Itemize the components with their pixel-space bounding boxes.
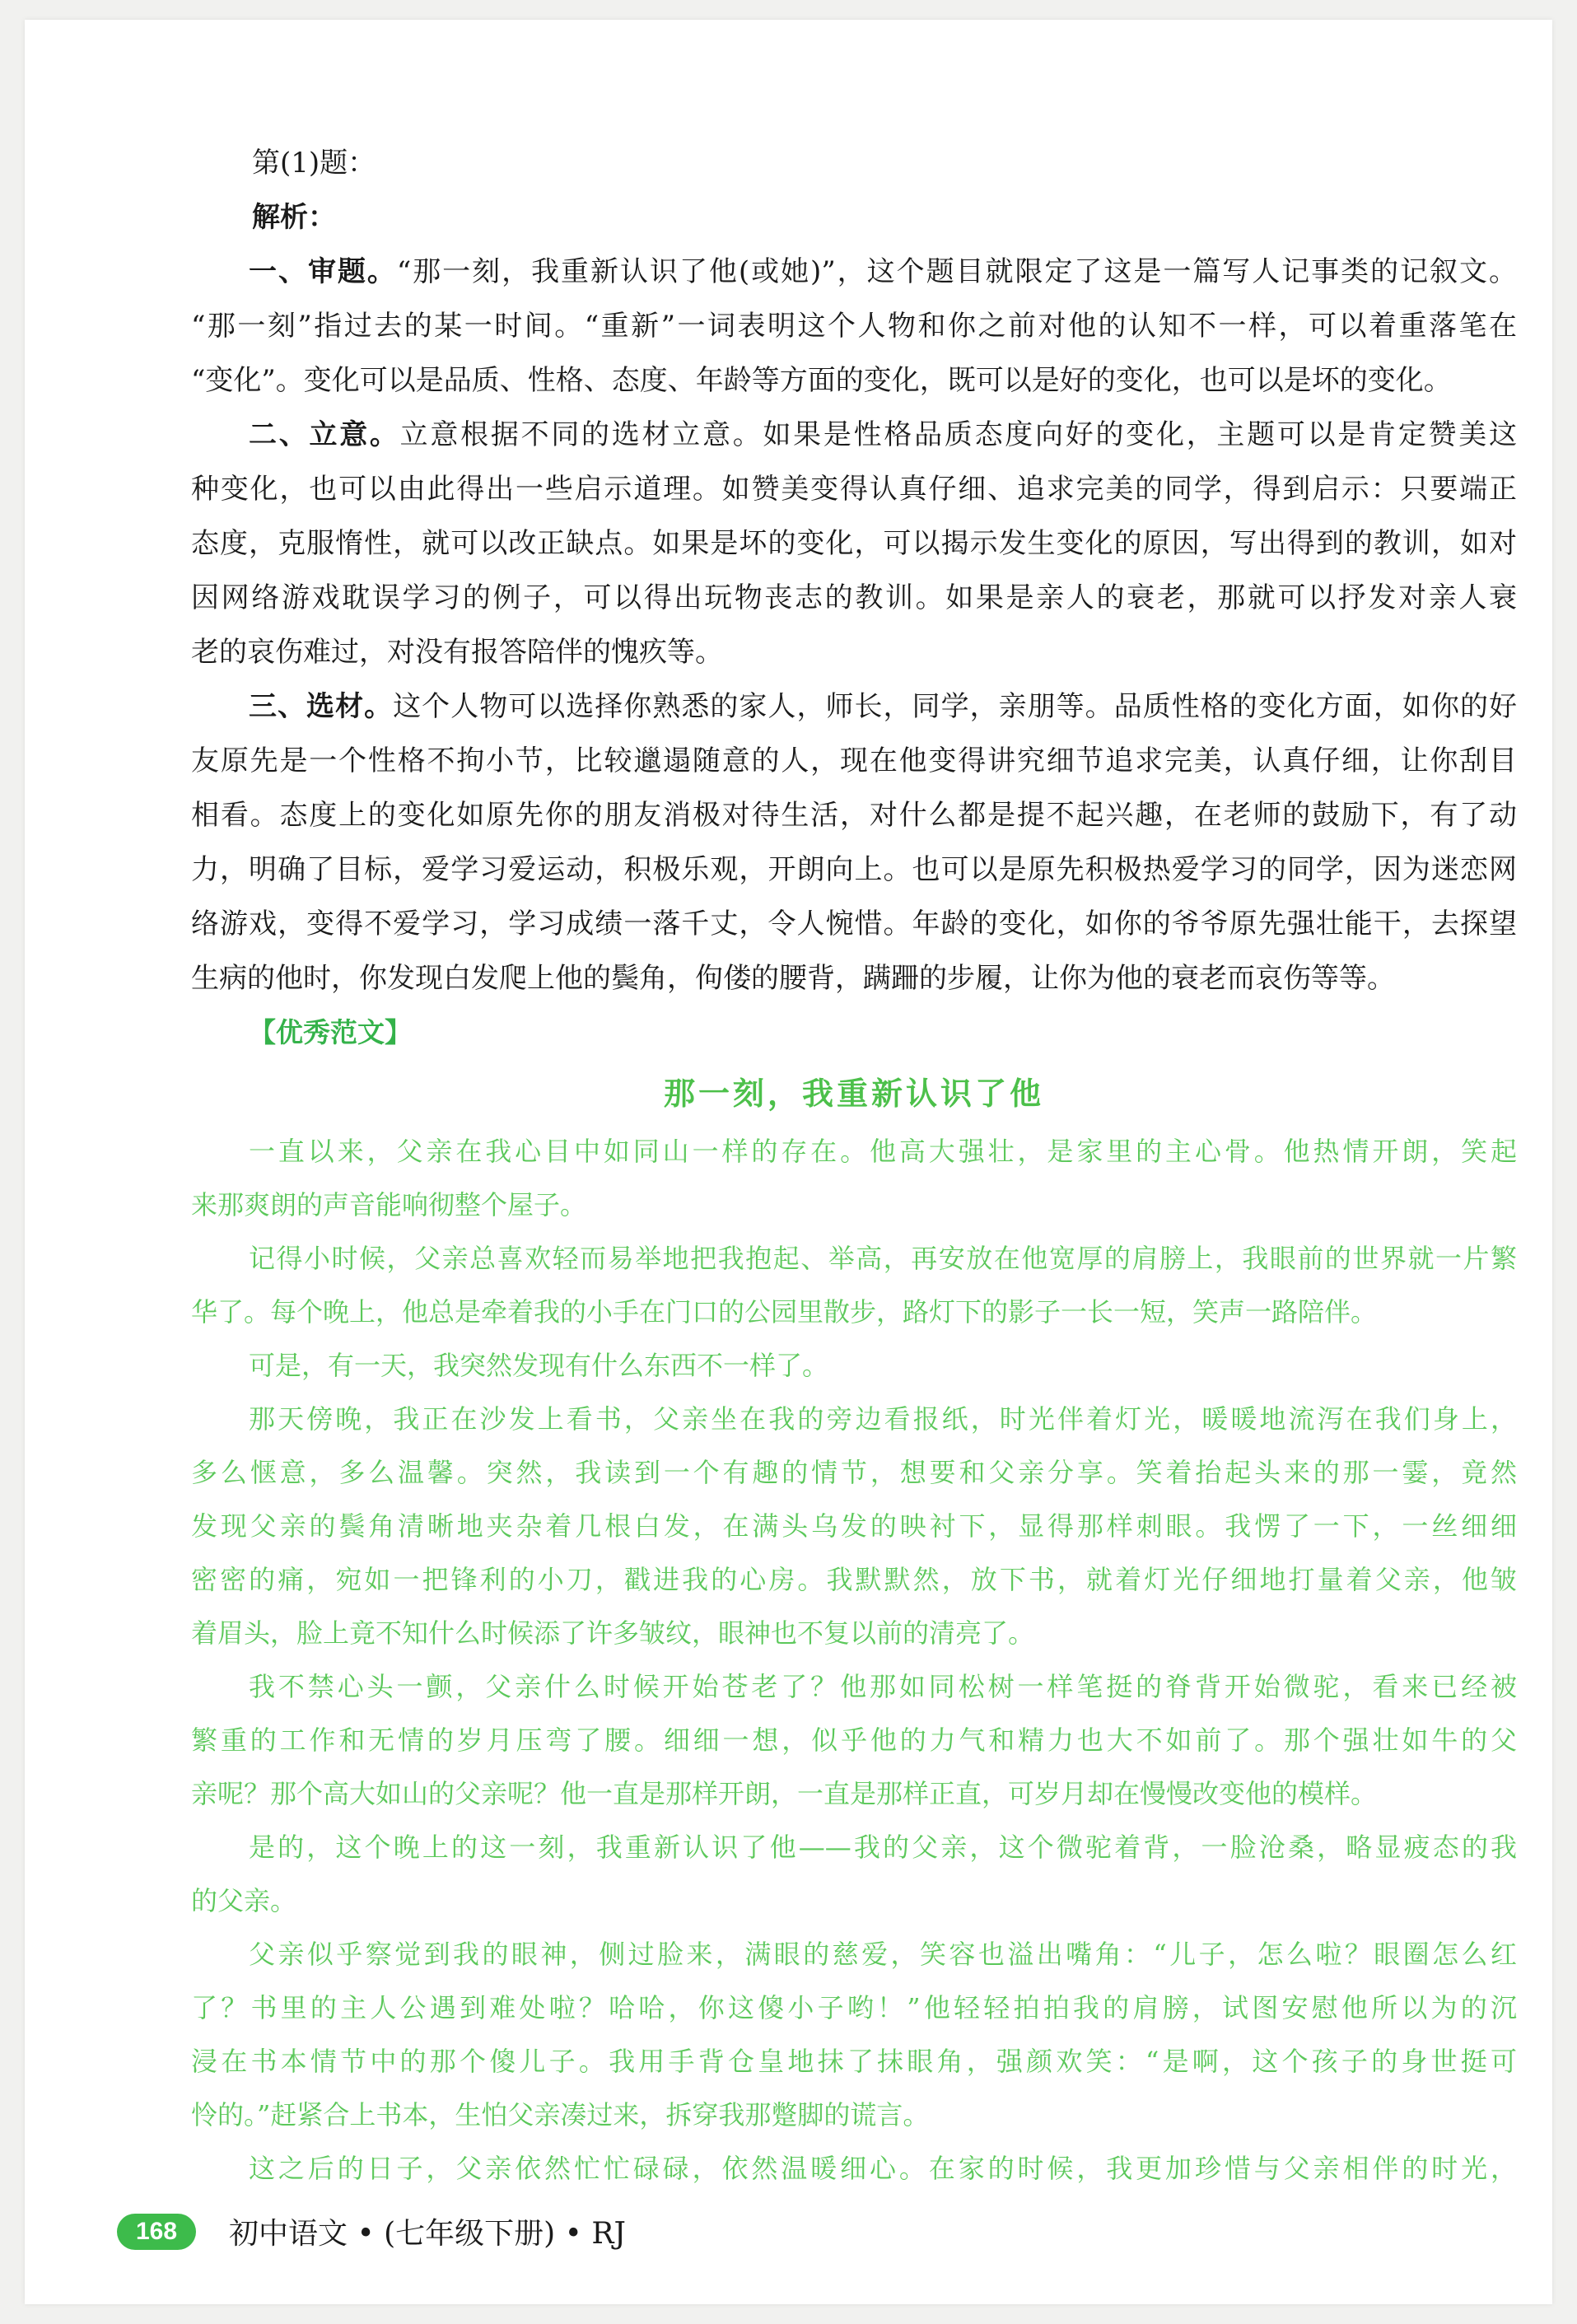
essay-line: 我不禁心头一颤，父亲什么时候开始苍老了？他那如同松树一样笔挺的脊背开始微驼，看来已经被: [249, 1671, 1517, 1702]
section-3-line-1: 三、选材。这个人物可以选择你熟悉的家人，师长，同学，亲朋等。品质性格的变化方面，如你的好: [249, 690, 1518, 723]
section-2-lead: 二、立意。: [249, 418, 400, 451]
question-label: 第(1)题：: [252, 147, 376, 180]
page-footer: [117, 2210, 626, 2252]
essay-line: 亲呢？那个高大如山的父亲呢？他一直是那样开朗，一直是那样正直，可岁月却在慢慢改变他的模样。: [191, 1778, 1378, 1809]
essay-line: 记得小时候，父亲总喜欢轻而易举地把我抱起、举高，再安放在他宽厚的肩膀上，我眼前的世界就一片繁: [249, 1243, 1517, 1274]
section-3-line-4: 力，明确了目标，爱学习爱运动，积极乐观，开朗向上。也可以是原先积极热爱学习的同学，因为迷恋网: [191, 853, 1517, 886]
essay-line: 的父亲。: [191, 1885, 297, 1916]
section-3-line-2: 友原先是一个性格不拘小节，比较邋遢随意的人，现在他变得讲究细节追求完美，认真仔细，让你刮目: [191, 744, 1517, 777]
essay-line: 是的，这个晚上的这一刻，我重新认识了他——我的父亲，这个微驼着背，一脸沧桑，略显疲态的我: [249, 1832, 1517, 1863]
section-2-line-4: 因网络游戏耽误学习的例子，可以得出玩物丧志的教训。如果是亲人的衰老，那就可以抒发对亲人衰: [191, 581, 1517, 614]
essay-line: 了？书里的主人公遇到难处啦？哈哈，你这傻小子哟！”他轻轻拍拍我的肩膀，试图安慰他所以为的沉: [191, 1992, 1517, 2023]
essay-line: 浸在书本情节中的那个傻儿子。我用手背仓皇地抹了抹眼角，强颜欢笑：“是啊，这个孩子的身世挺可: [191, 2046, 1517, 2077]
section-1-line-1: 一、审题。“那一刻，我重新认识了他(或她)”，这个题目就限定了这是一篇写人记事类的记叙文。: [249, 255, 1518, 288]
essay-line: 发现父亲的鬓角清晰地夹杂着几根白发，在满头乌发的映衬下，显得那样刺眼。我愣了一下，一丝细细: [191, 1510, 1517, 1542]
section-3-line-5: 络游戏，变得不爱学习，学习成绩一落千丈，令人惋惜。年龄的变化，如你的爷爷原先强壮能干，去探望: [191, 908, 1517, 940]
section-3-line-6: 生病的他时，你发现白发爬上他的鬓角，佝偻的腰背，蹒跚的步履，让你为他的衰老而哀伤等等。: [191, 962, 1395, 995]
essay-line: 父亲似乎察觉到我的眼神，侧过脸来，满眼的慈爱，笑容也溢出嘴角：“儿子，怎么啦？眼圈怎么红: [249, 1939, 1517, 1970]
essay-line: 华了。每个晚上，他总是牵着我的小手在门口的公园里散步，路灯下的影子一长一短，笑声一路陪伴。: [191, 1296, 1378, 1328]
section-1-line-3: “变化”。变化可以是品质、性格、态度、年龄等方面的变化，既可以是好的变化，也可以是坏的变化。: [191, 364, 1452, 397]
section-2-line-1: 二、立意。立意根据不同的选材立意。如果是性格品质态度向好的变化，主题可以是肯定赞美这: [249, 418, 1518, 451]
essay-line: 这之后的日子，父亲依然忙忙碌碌，依然温暖细心。在家的时候，我更加珍惜与父亲相伴的时光，: [249, 2153, 1517, 2184]
essay-line: 那天傍晚，我正在沙发上看书，父亲坐在我的旁边看报纸，时光伴着灯光，暖暖地流泻在我们身上，: [249, 1403, 1517, 1435]
page-number: 168: [117, 2214, 196, 2250]
essay-line: 繁重的工作和无情的岁月压弯了腰。细细一想，似乎他的力气和精力也大不如前了。那个强壮如牛的父: [191, 1724, 1517, 1756]
analysis-label: 解析：: [252, 201, 336, 234]
essay-line: 来那爽朗的声音能响彻整个屋子。: [191, 1189, 587, 1220]
essay-line: 多么惬意，多么温馨。突然，我读到一个有趣的情节，想要和父亲分享。笑着抬起头来的那一霎，竟然: [191, 1457, 1517, 1488]
section-2-line-3: 态度，克服惰性，就可以改正缺点。如果是坏的变化，可以揭示发生变化的原因，写出得到的教训，如对: [191, 527, 1517, 560]
essay-title: 那一刻，我重新认识了他: [663, 1075, 1044, 1112]
section-1-line-2: “那一刻”指过去的某一时间。“重新”一词表明这个人物和你之前对他的认知不一样，可以着重落笔在: [191, 310, 1517, 343]
document-page: [25, 20, 1552, 2304]
essay-line: 怜的。”赶紧合上书本，生怕父亲凑过来，拆穿我那蹩脚的谎言。: [191, 2099, 930, 2130]
essay-line: 着眉头，脸上竟不知什么时候添了许多皱纹，眼神也不复以前的清亮了。: [191, 1617, 1035, 1649]
section-2-line-2: 种变化，也可以由此得出一些启示道理。如赞美变得认真仔细、追求完美的同学，得到启示：只要端正: [191, 473, 1517, 506]
section-3-line-3: 相看。态度上的变化如原先你的朋友消极对待生活，对什么都是提不起兴趣，在老师的鼓励下，有了动: [191, 799, 1517, 832]
section-3-lead: 三、选材。: [249, 690, 394, 723]
essay-line: 可是，有一天，我突然发现有什么东西不一样了。: [249, 1350, 829, 1381]
essay-tag: 【优秀范文】: [249, 1016, 412, 1048]
book-title: 初中语文 • (七年级下册) • RJ: [229, 2217, 626, 2251]
section-1-lead: 一、审题。: [249, 255, 397, 288]
essay-line: 密密的痛，宛如一把锋利的小刀，戳进我的心房。我默默然，放下书，就着灯光仔细地打量着父亲，他皱: [191, 1564, 1517, 1595]
section-2-line-5: 老的哀伤难过，对没有报答陪伴的愧疚等。: [191, 636, 723, 669]
essay-line: 一直以来，父亲在我心目中如同山一样的存在。他高大强壮，是家里的主心骨。他热情开朗，笑起: [249, 1136, 1517, 1167]
